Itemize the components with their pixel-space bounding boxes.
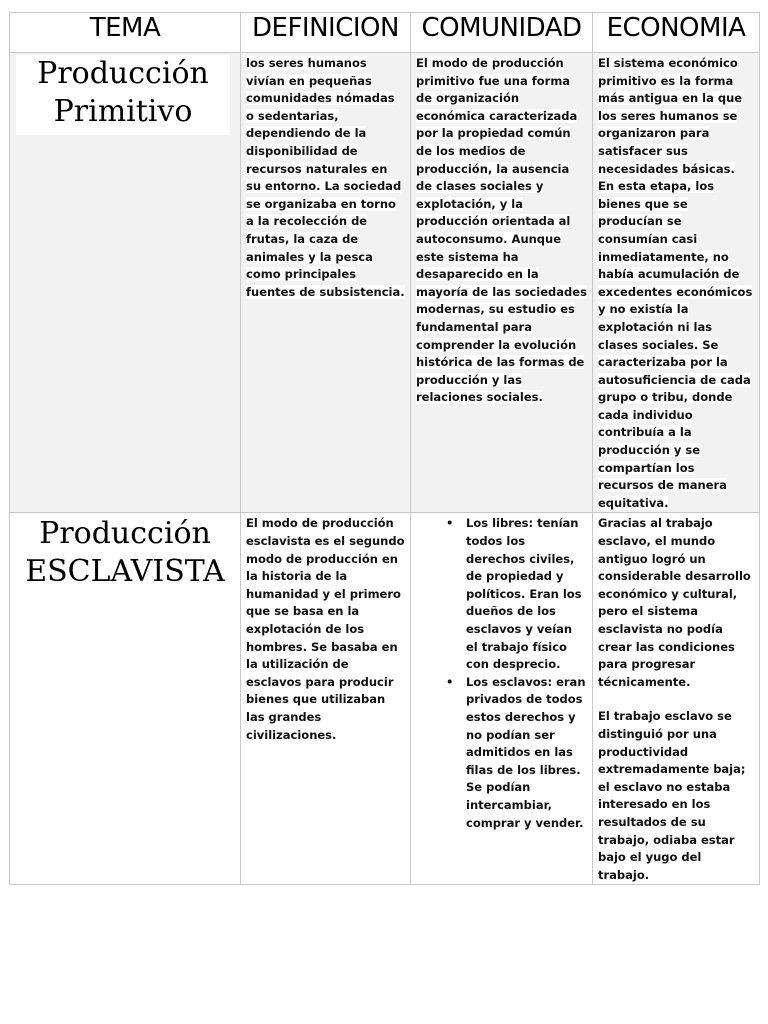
definicion-cell [241, 513, 411, 885]
tema-cell [10, 53, 241, 513]
definicion-text: El modo de producción esclavista es el segundo modo de producción en la historia de la humanidad y el primero que se basa en la explotación de los hombres. Se basaba en la utilización de esclavos para producir bienes que utilizaban las grandes civilizaciones. [246, 516, 405, 742]
economia-cell [593, 53, 760, 513]
tema-line1: Producción [39, 516, 211, 552]
header-definicion: DEFINICION [241, 13, 411, 53]
list-item: • Los libres: tenían todos los derechos civiles, de propiedad y políticos. Eran los dueños de los esclavos y veían el trabajo físico con desprecio. [466, 515, 587, 673]
tema-title [16, 55, 230, 135]
tema-line2: ESCLAVISTA [25, 554, 225, 590]
header-tema: TEMA [10, 13, 241, 53]
comunidad-text: El modo de producción primitivo fue una forma de organización económica caracterizada por la propiedad común de los medios de producción, la ausencia de clases sociales y explotación, y la producción orientada al autoconsumo. Aunque este sistema ha desaparecido en la mayoría de las sociedades modernas, su estudio es fundamental para comprender la evolución histórica de las formas de producción y las relaciones sociales. [416, 56, 587, 405]
definicion-text: los seres humanos vivían en pequeñas comunidades nómadas o sedentarias, dependiendo de la disponibilidad de recursos naturales en su entorno. La sociedad se organizaba en torno a la recolección de frutas, la caza de animales y la pesca como principales fuentes de subsistencia. [246, 56, 405, 299]
economia-paragraph-1: Gracias al trabajo esclavo, el mundo antiguo logró un considerable desarrollo económico y cultural, pero el sistema esclavista no podía crear las condiciones para progresar técnicamente. [598, 516, 751, 689]
comunidad-list [416, 515, 587, 832]
comunidad-cell [411, 513, 593, 885]
tema-title [14, 515, 236, 595]
list-item: • Los esclavos: eran privados de todos estos derechos y no podían ser admitidos en las filas de los libres. Se podían intercambiar, comprar y vender. [466, 674, 587, 832]
table-row [10, 513, 760, 885]
economia-text: El sistema económico primitivo es la forma más antigua en la que los seres humanos se organizaron para satisfacer sus necesidades básicas. En esta etapa, los bienes que se producían se consumían casi inmediatamente, no había acumulación de excedentes económicos y no existía la explotación ni las clases sociales. Se caracterizaba por la autosuficiencia de cada grupo o tribu, donde cada individuo contribuía a la producción y se compartían los recursos de manera equitativa. [598, 56, 753, 510]
header-comunidad: COMUNIDAD [411, 13, 593, 53]
economia-cell [593, 513, 760, 885]
definicion-cell [241, 53, 411, 513]
economia-paragraph-2: El trabajo esclavo se distinguió por una productividad extremadamente baja; el esclavo no estaba interesado en los resultados de su trabajo, odiaba estar bajo el yugo del trabajo. [598, 709, 746, 882]
tema-cell [10, 513, 241, 885]
header-economia: ECONOMIA [593, 13, 760, 53]
tema-line2: Primitivo [53, 94, 193, 129]
comparison-table [9, 12, 760, 885]
header-row [10, 13, 760, 53]
table-row [10, 53, 760, 513]
tema-line1: Producción [37, 56, 209, 91]
comunidad-cell [411, 53, 593, 513]
